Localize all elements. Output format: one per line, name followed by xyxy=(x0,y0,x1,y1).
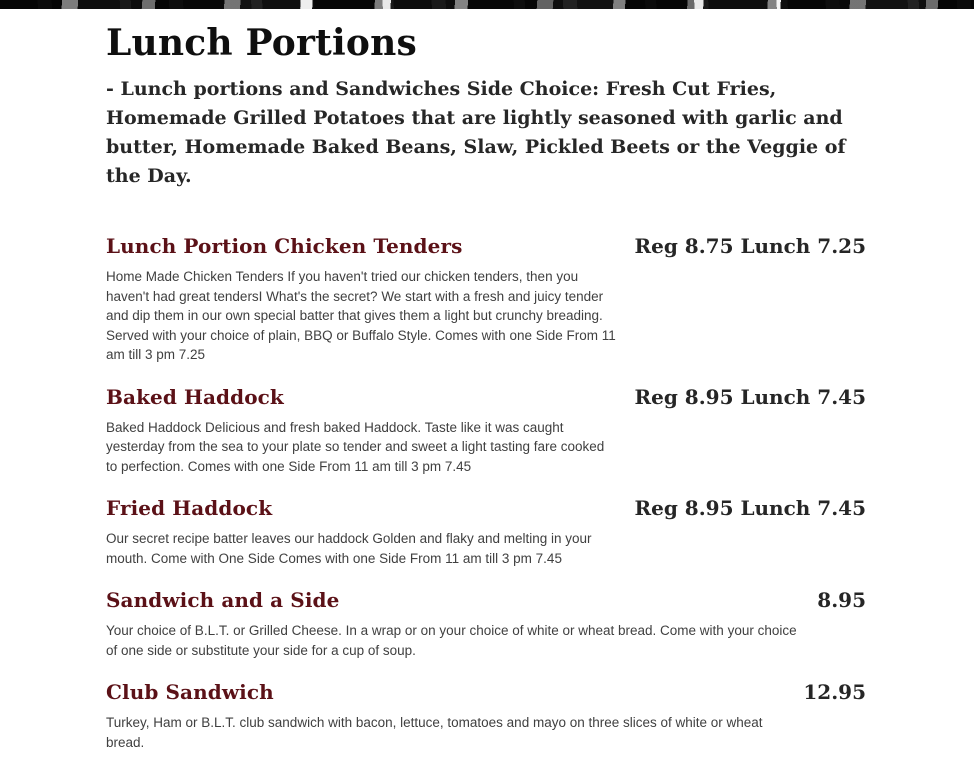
menu-page xyxy=(106,21,866,752)
menu-item xyxy=(106,587,866,660)
menu-item-main xyxy=(106,587,799,660)
menu-item-price: 8.95 xyxy=(817,588,866,612)
menu-item-name: Lunch Portion Chicken Tenders xyxy=(106,234,463,258)
menu-item-main xyxy=(106,233,616,365)
menu-list xyxy=(106,233,866,752)
menu-item-price: 12.95 xyxy=(803,680,866,704)
menu-item xyxy=(106,384,866,477)
menu-item-name: Baked Haddock xyxy=(106,384,284,409)
menu-item-description: Our secret recipe batter leaves our haddock Golden and flaky and melting in your mouth. Come with One Side Comes with one Side From 11 am till 3 pm 7.45 xyxy=(106,531,592,566)
menu-item xyxy=(106,495,866,568)
menu-item xyxy=(106,233,866,365)
menu-item-name: Fried Haddock xyxy=(106,496,273,520)
header-texture-image xyxy=(0,0,974,9)
menu-item-description: Your choice of B.L.T. or Grilled Cheese. In a wrap or on your choice of white or wheat bread. Come with your choice of one side or substitute your side for a cup of soup. xyxy=(106,623,797,658)
menu-item-description: Turkey, Ham or B.L.T. club sandwich with bacon, lettuce, tomatoes and mayo on three slices of white or wheat bread. xyxy=(106,715,763,750)
menu-intro-text: - Lunch portions and Sandwiches Side Choice: Fresh Cut Fries, Homemade Grilled Potatoes that are lightly seasoned with garlic and butter, Homemade Baked Beans, Slaw, Pickled Beets or the Veggie of the Day. xyxy=(106,78,846,187)
page-title: Lunch Portions xyxy=(106,22,417,64)
menu-item-description: Home Made Chicken Tenders If you haven't tried our chicken tenders, then you haven't had great tendersI What's the secret? We start with a fresh and juicy tender and dip them in our own special batter that gives them a light but crunchy breading. Served with your choice of plain, BBQ or Buffalo Style. Comes with one Side From 11 am till 3 pm 7.25 xyxy=(106,269,616,362)
menu-item-description: Baked Haddock Delicious and fresh baked Haddock. Taste like it was caught yesterday from the sea to your plate so tender and sweet a light tasting fare cooked to perfection. Comes with one Side From 11 am till 3 pm 7.45 xyxy=(106,419,605,474)
menu-item-main xyxy=(106,495,616,568)
menu-item-price: Reg 8.95 Lunch 7.45 xyxy=(634,496,866,520)
menu-item-price: Reg 8.95 Lunch 7.45 xyxy=(634,384,866,409)
menu-item xyxy=(106,679,866,752)
menu-item-name: Sandwich and a Side xyxy=(106,588,340,612)
menu-item-main xyxy=(106,679,785,752)
menu-item-name: Club Sandwich xyxy=(106,680,274,704)
menu-item-main xyxy=(106,384,616,477)
menu-item-price: Reg 8.75 Lunch 7.25 xyxy=(634,234,866,258)
